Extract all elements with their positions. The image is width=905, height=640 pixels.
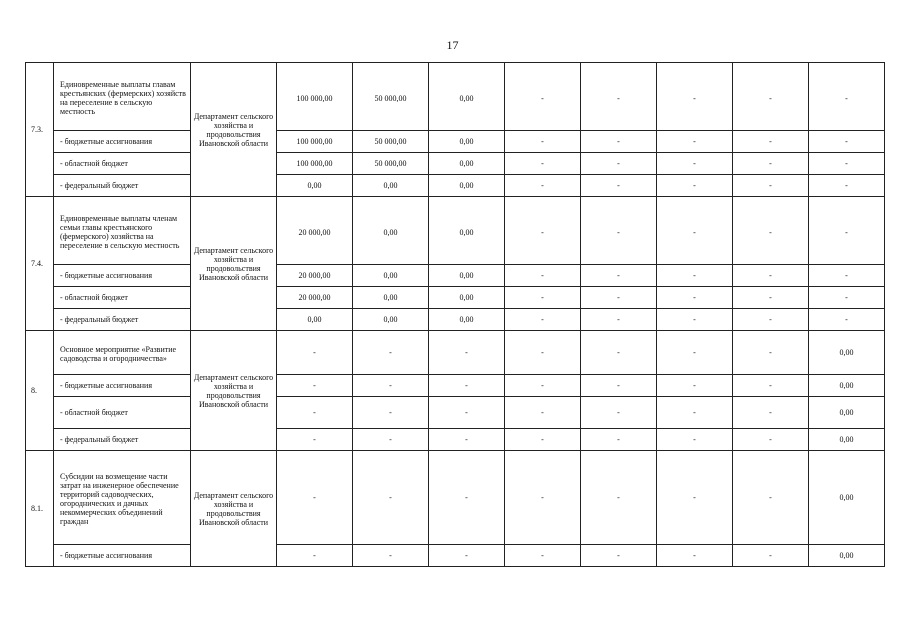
value-cell: 100 000,00 <box>277 63 353 131</box>
value-cell: - <box>581 309 657 331</box>
value-cell: - <box>505 287 581 309</box>
row-executor: Департамент сельского хозяйства и продовольствия Ивановской области <box>191 331 277 451</box>
value-cell: - <box>581 197 657 265</box>
value-cell: - <box>581 451 657 545</box>
value-cell: - <box>657 153 733 175</box>
table-row <box>26 375 885 397</box>
value-cell: 0,00 <box>809 397 885 429</box>
value-cell: - <box>505 429 581 451</box>
value-cell: - <box>733 131 809 153</box>
value-cell: 0,00 <box>353 287 429 309</box>
value-cell: - <box>353 397 429 429</box>
value-cell: - <box>733 451 809 545</box>
value-cell: - <box>429 397 505 429</box>
row-name: - областной бюджет <box>54 153 191 175</box>
value-cell: 50 000,00 <box>353 153 429 175</box>
value-cell: - <box>733 63 809 131</box>
value-cell: - <box>733 375 809 397</box>
value-cell: - <box>733 309 809 331</box>
value-cell: - <box>581 331 657 375</box>
value-cell: - <box>277 451 353 545</box>
row-code: 8. <box>26 331 54 451</box>
value-cell: - <box>429 451 505 545</box>
value-cell: - <box>581 397 657 429</box>
value-cell: 0,00 <box>277 175 353 197</box>
value-cell: 20 000,00 <box>277 287 353 309</box>
value-cell: - <box>657 197 733 265</box>
row-name: - федеральный бюджет <box>54 309 191 331</box>
value-cell: - <box>733 197 809 265</box>
row-name: Единовременные выплаты членам семьи главы крестьянского (фермерского) хозяйства на переселение в сельскую местность <box>54 197 191 265</box>
value-cell: - <box>733 153 809 175</box>
value-cell: - <box>505 545 581 567</box>
row-code: 7.4. <box>26 197 54 331</box>
value-cell: - <box>353 451 429 545</box>
value-cell: 0,00 <box>429 153 505 175</box>
value-cell: - <box>657 331 733 375</box>
value-cell: 20 000,00 <box>277 265 353 287</box>
value-cell: - <box>581 545 657 567</box>
value-cell: - <box>657 375 733 397</box>
row-name: - областной бюджет <box>54 397 191 429</box>
value-cell: - <box>733 175 809 197</box>
value-cell: - <box>657 451 733 545</box>
value-cell: - <box>277 397 353 429</box>
row-name: Основное мероприятие «Развитие садоводства и огородничества» <box>54 331 191 375</box>
value-cell: - <box>657 175 733 197</box>
value-cell: - <box>657 287 733 309</box>
value-cell: - <box>581 287 657 309</box>
value-cell: - <box>505 265 581 287</box>
value-cell: - <box>657 309 733 331</box>
value-cell: - <box>657 397 733 429</box>
value-cell: - <box>353 545 429 567</box>
value-cell: - <box>505 197 581 265</box>
value-cell: - <box>353 331 429 375</box>
value-cell: 0,00 <box>809 429 885 451</box>
value-cell: - <box>505 451 581 545</box>
value-cell: - <box>353 375 429 397</box>
value-cell: - <box>277 429 353 451</box>
value-cell: - <box>809 265 885 287</box>
value-cell: - <box>581 375 657 397</box>
value-cell: 0,00 <box>429 131 505 153</box>
value-cell: - <box>657 265 733 287</box>
row-name: - бюджетные ассигнования <box>54 375 191 397</box>
value-cell: - <box>809 153 885 175</box>
value-cell: 0,00 <box>429 197 505 265</box>
table-row <box>26 397 885 429</box>
row-name: - бюджетные ассигнования <box>54 545 191 567</box>
value-cell: - <box>809 197 885 265</box>
value-cell: - <box>809 63 885 131</box>
value-cell: - <box>733 429 809 451</box>
value-cell: 0,00 <box>809 545 885 567</box>
value-cell: - <box>733 287 809 309</box>
value-cell: 0,00 <box>277 309 353 331</box>
value-cell: - <box>581 175 657 197</box>
value-cell: - <box>809 131 885 153</box>
table-row <box>26 545 885 567</box>
row-code: 8.1. <box>26 451 54 567</box>
table-row <box>26 265 885 287</box>
value-cell: 0,00 <box>353 175 429 197</box>
value-cell: - <box>429 429 505 451</box>
value-cell: - <box>505 131 581 153</box>
row-name: - федеральный бюджет <box>54 175 191 197</box>
row-name: Субсидии на возмещение части затрат на инженерное обеспечение территорий садоводческих, огороднических и дачных некоммерческих объединений граждан <box>54 451 191 545</box>
program-table <box>25 62 885 567</box>
value-cell: 0,00 <box>809 451 885 545</box>
value-cell: - <box>581 153 657 175</box>
value-cell: - <box>809 287 885 309</box>
value-cell: 0,00 <box>809 375 885 397</box>
row-name: Единовременные выплаты главам крестьянских (фермерских) хозяйств на переселение в сельскую местность <box>54 63 191 131</box>
page-number: 17 <box>446 38 459 52</box>
value-cell: 0,00 <box>429 175 505 197</box>
value-cell: - <box>505 309 581 331</box>
value-cell: - <box>505 175 581 197</box>
value-cell: 0,00 <box>353 197 429 265</box>
value-cell: - <box>505 397 581 429</box>
value-cell: 0,00 <box>429 309 505 331</box>
value-cell: 50 000,00 <box>353 131 429 153</box>
value-cell: - <box>809 309 885 331</box>
value-cell: 50 000,00 <box>353 63 429 131</box>
value-cell: - <box>429 375 505 397</box>
value-cell: 100 000,00 <box>277 131 353 153</box>
table-row <box>26 331 885 375</box>
table-row <box>26 175 885 197</box>
value-cell: - <box>657 63 733 131</box>
value-cell: - <box>657 131 733 153</box>
value-cell: - <box>505 153 581 175</box>
row-name: - бюджетные ассигнования <box>54 131 191 153</box>
value-cell: - <box>733 545 809 567</box>
value-cell: - <box>505 331 581 375</box>
value-cell: - <box>657 545 733 567</box>
table-row <box>26 451 885 545</box>
value-cell: - <box>505 375 581 397</box>
row-executor: Департамент сельского хозяйства и продовольствия Ивановской области <box>191 451 277 567</box>
row-executor: Департамент сельского хозяйства и продовольствия Ивановской области <box>191 63 277 197</box>
table-row <box>26 197 885 265</box>
value-cell: - <box>353 429 429 451</box>
table-row <box>26 153 885 175</box>
value-cell: 100 000,00 <box>277 153 353 175</box>
value-cell: - <box>581 131 657 153</box>
value-cell: 0,00 <box>353 309 429 331</box>
table-row <box>26 309 885 331</box>
value-cell: - <box>429 545 505 567</box>
table-row <box>26 287 885 309</box>
value-cell: 0,00 <box>429 63 505 131</box>
row-name: - областной бюджет <box>54 287 191 309</box>
row-name: - бюджетные ассигнования <box>54 265 191 287</box>
value-cell: 0,00 <box>429 265 505 287</box>
value-cell: - <box>277 331 353 375</box>
value-cell: - <box>733 265 809 287</box>
table-row <box>26 131 885 153</box>
value-cell: - <box>657 429 733 451</box>
value-cell: - <box>809 175 885 197</box>
value-cell: - <box>505 63 581 131</box>
value-cell: - <box>581 63 657 131</box>
value-cell: 20 000,00 <box>277 197 353 265</box>
value-cell: - <box>733 331 809 375</box>
value-cell: - <box>733 397 809 429</box>
value-cell: - <box>429 331 505 375</box>
row-name: - федеральный бюджет <box>54 429 191 451</box>
value-cell: - <box>581 265 657 287</box>
value-cell: - <box>277 545 353 567</box>
value-cell: 0,00 <box>353 265 429 287</box>
row-executor: Департамент сельского хозяйства и продовольствия Ивановской области <box>191 197 277 331</box>
row-code: 7.3. <box>26 63 54 197</box>
table-row <box>26 63 885 131</box>
value-cell: - <box>581 429 657 451</box>
value-cell: 0,00 <box>809 331 885 375</box>
table-row <box>26 429 885 451</box>
value-cell: 0,00 <box>429 287 505 309</box>
value-cell: - <box>277 375 353 397</box>
